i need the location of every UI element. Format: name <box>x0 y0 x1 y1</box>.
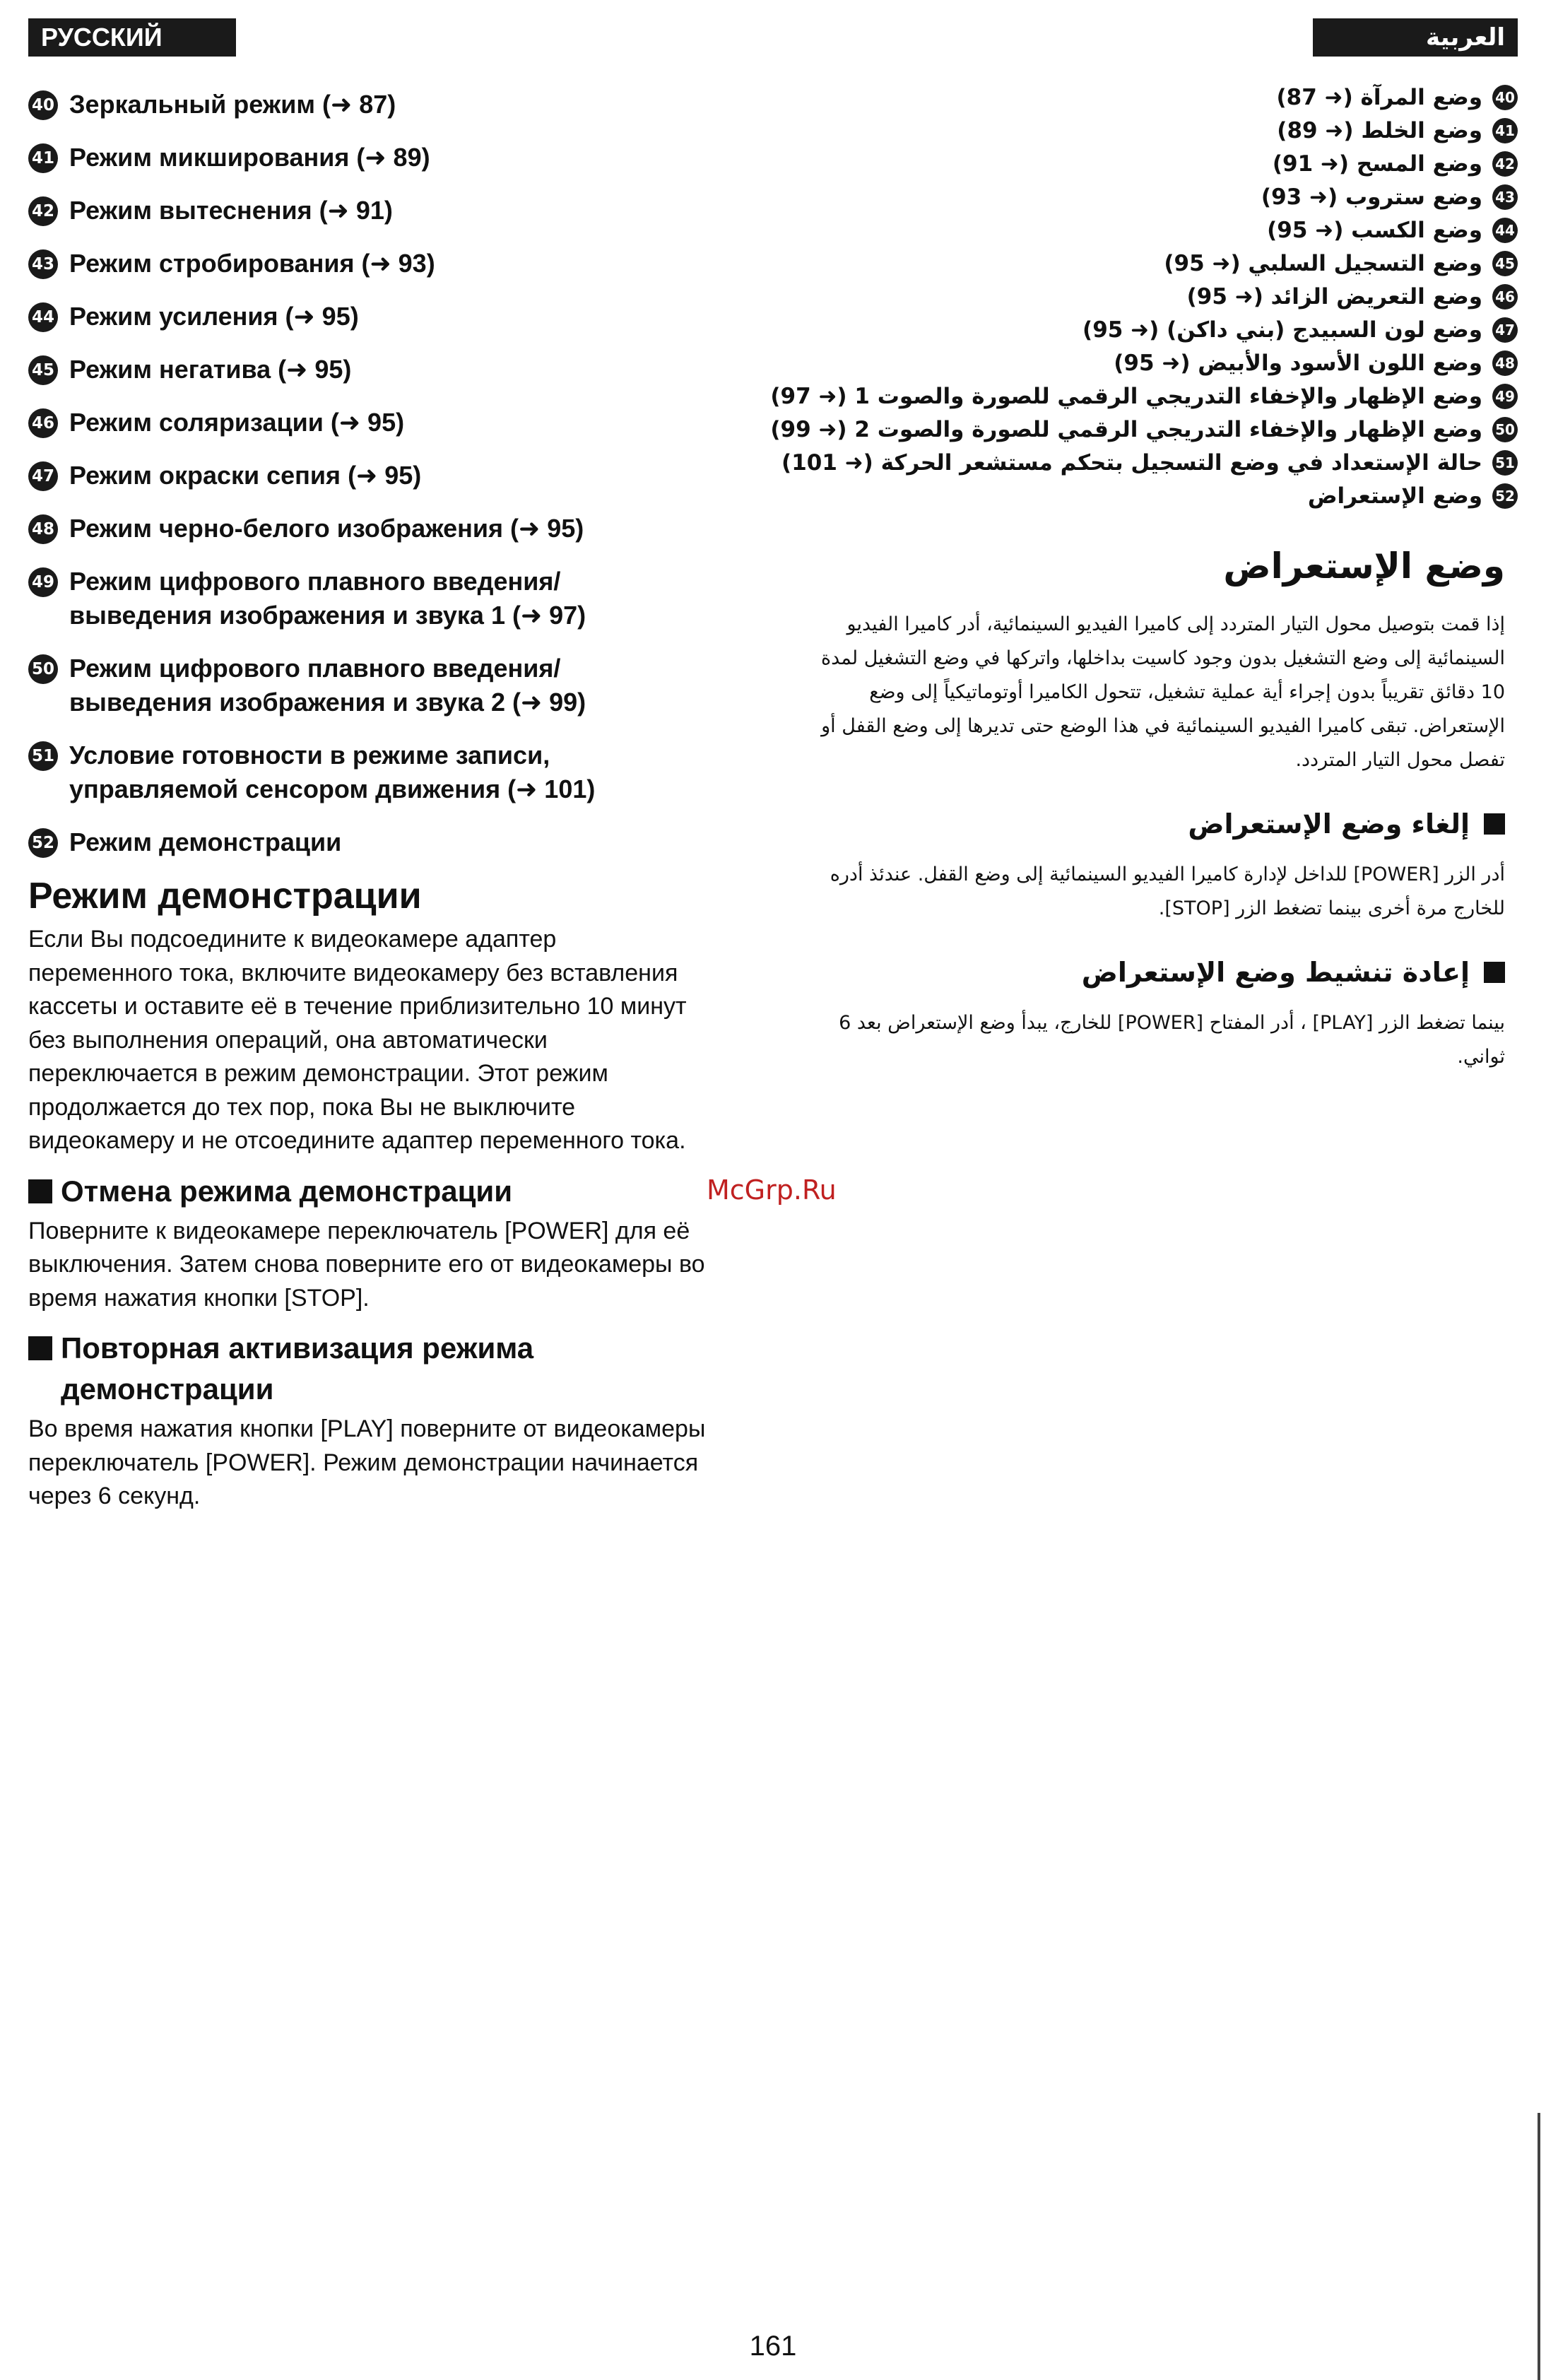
square-bullet-icon <box>28 1179 52 1203</box>
subheading-text: Повторная активизация режима демонстрации <box>61 1331 534 1406</box>
list-item-text: Зеркальный режим (➜ 87) <box>69 90 396 119</box>
section-paragraph: Если Вы подсоедините к видеокамере адаптер переменного тока, включите видеокамеру без вставления кассеты и оставите её в течение приблизительно 10 минут без выполнения операций, она автоматически переключается в режим демонстрации. Этот режим продолжается до тех пор, пока Вы не выключите видеокамеру и не отсоедините адаптер переменного тока. <box>28 926 687 1154</box>
item-number-badge: 48 <box>28 514 58 544</box>
section-paragraph: إذا قمت بتوصيل محول التيار المتردد إلى كاميرا الفيديو السينمائية، أدر كاميرا الفيديو السينمائية إلى وضع التشغيل بدون وجود كاسيت بداخلها، واتركها في وضع التشغيل لمدة 10 دقائق تقريباً بدون إجراء أية عملية تشغيل، تتحول الكاميرا أوتوماتيكياً إلى وضع الإستعراض. تبقى كاميرا الفيديو السينمائية في هذا الوضع حتى تديرها إلى وضع القفل أو تفصل محول التيار المتردد. <box>820 613 1505 771</box>
list-item <box>28 406 735 440</box>
list-item <box>28 512 735 546</box>
list-item <box>834 479 1518 512</box>
list-item <box>28 194 735 228</box>
item-number-badge: 49 <box>28 567 58 597</box>
item-number-badge: 52 <box>1492 483 1518 509</box>
list-item-text: وضع الإستعراض <box>1307 483 1482 509</box>
list-item-text: وضع التسجيل السلبي (➜ 95) <box>1164 250 1482 276</box>
list-item <box>834 114 1518 147</box>
item-number-badge: 43 <box>1492 184 1518 210</box>
list-item <box>781 446 1518 479</box>
list-item-text: وضع الإظهار والإخفاء التدريجي الرقمي للصورة والصوت 2 (➜ 99) <box>770 416 1482 442</box>
list-item-text: وضع ستروب (➜ 93) <box>1261 184 1482 210</box>
list-item-text: Режим микширования (➜ 89) <box>69 143 430 172</box>
subsection-paragraph: Поверните к видеокамере переключатель [POWER] для её выключения. Затем снова поверните его от видеокамеры во время нажатия кнопки [STOP]. <box>28 1217 705 1312</box>
list-item <box>770 413 1518 446</box>
list-item <box>28 247 735 281</box>
list-item-text: وضع لون السبيدج (بني داكن) (➜ 95) <box>1082 317 1482 343</box>
list-item-text: Режим черно-белого изображения (➜ 95) <box>69 514 584 543</box>
square-bullet-icon <box>28 1336 52 1360</box>
list-item-text: Режим цифрового плавного введения/ выведения изображения и звука 1 (➜ 97) <box>69 567 586 630</box>
item-number-badge: 45 <box>28 355 58 385</box>
list-item-text: Режим усиления (➜ 95) <box>69 302 359 331</box>
item-number-badge: 41 <box>1492 118 1518 143</box>
list-item <box>28 652 735 719</box>
item-number-badge: 50 <box>28 654 58 684</box>
list-item-text: حالة الإستعداد في وضع التسجيل بتحكم مستشعر الحركة (➜ 101) <box>781 449 1482 476</box>
ru-mode-list <box>28 88 735 878</box>
list-item <box>834 180 1518 213</box>
subheading-text: إلغاء وضع الإستعراض <box>1188 808 1470 840</box>
list-item <box>28 738 735 806</box>
list-item-text: Режим негатива (➜ 95) <box>69 355 352 384</box>
item-number-badge: 42 <box>1492 151 1518 177</box>
list-item-text: وضع الإظهار والإخفاء التدريجي الرقمي للصورة والصوت 1 (➜ 97) <box>770 383 1482 409</box>
list-item <box>28 459 735 493</box>
list-item-text: وضع المرآة (➜ 87) <box>1276 84 1482 110</box>
list-item <box>834 81 1518 114</box>
list-item-text: وضع اللون الأسود والأبيض (➜ 95) <box>1114 350 1482 376</box>
list-item <box>834 213 1518 247</box>
list-item <box>834 346 1518 379</box>
list-item <box>28 825 735 859</box>
subsection-paragraph: أدر الزر [POWER] للداخل لإدارة كاميرا الفيديو السينمائية إلى وضع القفل. عندئذ أدره للخارج مرة أخرى بينما تضغط الزر [STOP]. <box>830 864 1505 919</box>
list-item-text: Режим цифрового плавного введения/ выведения изображения и звука 2 (➜ 99) <box>69 654 586 717</box>
item-number-badge: 51 <box>28 741 58 771</box>
list-item <box>834 247 1518 280</box>
list-item-text: Режим стробирования (➜ 93) <box>69 249 435 278</box>
item-number-badge: 49 <box>1492 384 1518 409</box>
list-item-text: Режим вытеснения (➜ 91) <box>69 196 393 225</box>
subheading <box>28 1328 707 1410</box>
list-item <box>28 565 735 632</box>
list-item-text: وضع التعريض الزائد (➜ 95) <box>1186 283 1482 310</box>
list-item <box>834 280 1518 313</box>
ar-demo-section <box>820 543 1505 1074</box>
language-tab-arabic: العربية <box>1313 18 1518 57</box>
section-title: Режим демонстрации <box>28 876 422 917</box>
language-tab-russian: РУССКИЙ ЯЗЫК <box>28 18 236 57</box>
item-number-badge: 50 <box>1492 417 1518 442</box>
list-item <box>28 141 735 175</box>
list-item <box>770 379 1518 413</box>
subheading <box>28 1171 707 1212</box>
list-item-text: وضع الكسب (➜ 95) <box>1267 217 1482 243</box>
item-number-badge: 41 <box>28 143 58 173</box>
scan-edge-line <box>1538 2113 1540 2380</box>
item-number-badge: 44 <box>1492 218 1518 243</box>
subheading <box>820 806 1505 842</box>
item-number-badge: 43 <box>28 249 58 279</box>
section-title: وضع الإستعراض <box>1223 546 1505 587</box>
list-item-text: وضع الخلط (➜ 89) <box>1277 117 1482 143</box>
subsection-paragraph: بينما تضغط الزر [PLAY] ، أدر المفتاح [POWER] للخارج، يبدأ وضع الإستعراض بعد 6 ثواني. <box>839 1012 1505 1068</box>
subheading <box>820 954 1505 991</box>
list-item <box>834 147 1518 180</box>
subsection-paragraph: Во время нажатия кнопки [PLAY] поверните от видеокамеры переключатель [POWER]. Режим демонстрации начинается через 6 секунд. <box>28 1415 706 1509</box>
square-bullet-icon <box>1484 813 1505 835</box>
ar-mode-list <box>770 81 1518 512</box>
item-number-badge: 51 <box>1492 450 1518 476</box>
ru-demo-section <box>28 873 707 1514</box>
item-number-badge: 45 <box>1492 251 1518 276</box>
subheading-text: Отмена режима демонстрации <box>61 1174 513 1208</box>
item-number-badge: 40 <box>1492 85 1518 110</box>
item-number-badge: 52 <box>28 828 58 858</box>
list-item-text: Условие готовности в режиме записи, управляемой сенсором движения (➜ 101) <box>69 741 596 803</box>
item-number-badge: 47 <box>1492 317 1518 343</box>
item-number-badge: 46 <box>28 408 58 438</box>
item-number-badge: 47 <box>28 461 58 491</box>
item-number-badge: 44 <box>28 302 58 332</box>
item-number-badge: 40 <box>28 90 58 120</box>
list-item <box>834 313 1518 346</box>
list-item-text: Режим демонстрации <box>69 827 342 856</box>
item-number-badge: 42 <box>28 196 58 226</box>
item-number-badge: 46 <box>1492 284 1518 310</box>
list-item <box>28 88 735 122</box>
subheading-text: إعادة تنشيط وضع الإستعراض <box>1081 957 1470 988</box>
list-item-text: وضع المسح (➜ 91) <box>1272 151 1482 177</box>
list-item <box>28 300 735 334</box>
item-number-badge: 48 <box>1492 350 1518 376</box>
list-item <box>28 353 735 387</box>
watermark-text: McGrp.Ru <box>707 1174 837 1206</box>
page-number: 161 <box>749 2331 797 2362</box>
list-item-text: Режим окраски сепия (➜ 95) <box>69 461 422 490</box>
square-bullet-icon <box>1484 962 1505 983</box>
list-item-text: Режим соляризации (➜ 95) <box>69 408 405 437</box>
